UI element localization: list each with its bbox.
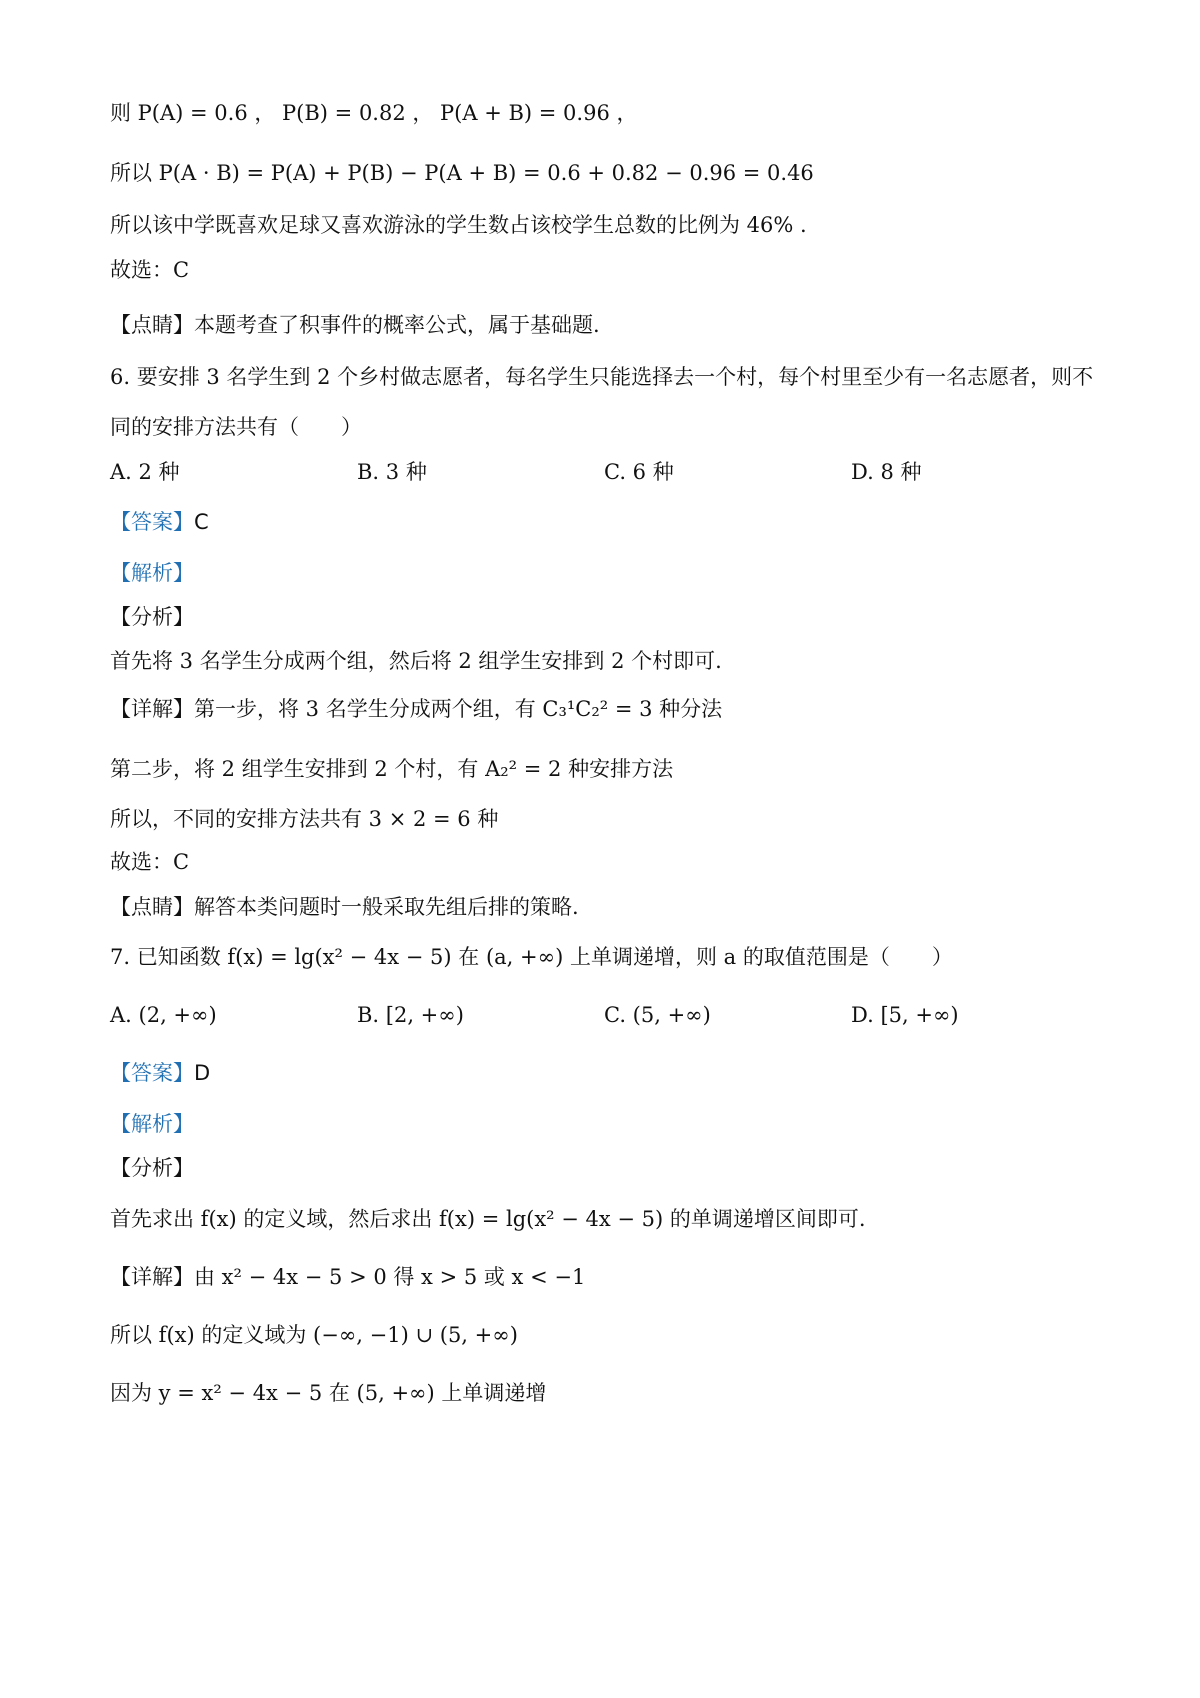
- q7-option-d: D. [5, +∞): [851, 1003, 959, 1027]
- q6-remark: 【点睛】解答本类问题时一般采取先组后排的策略.: [110, 895, 579, 919]
- q5-conclusion: 所以该中学既喜欢足球又喜欢游泳的学生数占该校学生总数的比例为 46% .: [110, 213, 807, 237]
- q7-answer: [110, 1058, 210, 1088]
- q6-choice: 故选：C: [110, 850, 190, 874]
- q6-analysis-tag: 【解析】: [110, 561, 194, 585]
- q7-fenxi-tag: 【分析】: [110, 1156, 194, 1180]
- q6-detail-step2: 第二步，将 2 组学生安排到 2 个村，有 A₂² = 2 种安排方法: [110, 757, 674, 781]
- q7-answer-value: D: [194, 1061, 211, 1085]
- q6-stem-line2: 同的安排方法共有（ ）: [110, 415, 362, 439]
- q7-detail-inequality: 【详解】由 x² − 4x − 5 > 0 得 x > 5 或 x < −1: [110, 1265, 586, 1289]
- q6-fenxi-tag: 【分析】: [110, 605, 194, 629]
- q5-remark: 【点睛】本题考查了积事件的概率公式，属于基础题.: [110, 313, 600, 337]
- q6-answer-value: C: [194, 510, 209, 534]
- q6-option-a: A. 2 种: [110, 460, 180, 484]
- q6-option-d: D. 8 种: [851, 460, 922, 484]
- q6-answer: [110, 507, 209, 537]
- q7-analysis-tag: 【解析】: [110, 1112, 194, 1136]
- q6-answer-tag: 【答案】: [110, 510, 194, 534]
- q6-stem-line1: 6. 要安排 3 名学生到 2 个乡村做志愿者，每名学生只能选择去一个村，每个村里至少有一名志愿者，则不: [110, 365, 1094, 389]
- q7-option-c: C. (5, +∞): [604, 1003, 711, 1027]
- q6-analysis-text: 首先将 3 名学生分成两个组，然后将 2 组学生安排到 2 个村即可.: [110, 649, 722, 673]
- q7-option-b: B. [2, +∞): [357, 1003, 464, 1027]
- q7-analysis-text: 首先求出 f(x) 的定义域，然后求出 f(x) = lg(x² − 4x − 5) 的单调递增区间即可.: [110, 1207, 866, 1231]
- q5-choice: 故选：C: [110, 258, 190, 282]
- q7-monotonic: 因为 y = x² − 4x − 5 在 (5, +∞) 上单调递增: [110, 1381, 547, 1405]
- q5-probabilities: 则 P(A) = 0.6 ， P(B) = 0.82 ， P(A + B) = 0.96 ，: [110, 101, 638, 125]
- q7-option-a: A. (2, +∞): [110, 1003, 217, 1027]
- q7-answer-tag: 【答案】: [110, 1061, 194, 1085]
- q5-product-formula: 所以 P(A · B) = P(A) + P(B) − P(A + B) = 0.6 + 0.82 − 0.96 = 0.46: [110, 161, 814, 185]
- q7-stem: 7. 已知函数 f(x) = lg(x² − 4x − 5) 在 (a, +∞) 上单调递增，则 a 的取值范围是（ ）: [110, 945, 953, 969]
- q6-detail-total: 所以，不同的安排方法共有 3 × 2 = 6 种: [110, 807, 499, 831]
- q7-domain: 所以 f(x) 的定义域为 (−∞, −1) ∪ (5, +∞): [110, 1323, 518, 1347]
- q6-option-c: C. 6 种: [604, 460, 674, 484]
- q6-detail-step1: 【详解】第一步，将 3 名学生分成两个组，有 C₃¹C₂² = 3 种分法: [110, 697, 723, 721]
- q6-option-b: B. 3 种: [357, 460, 427, 484]
